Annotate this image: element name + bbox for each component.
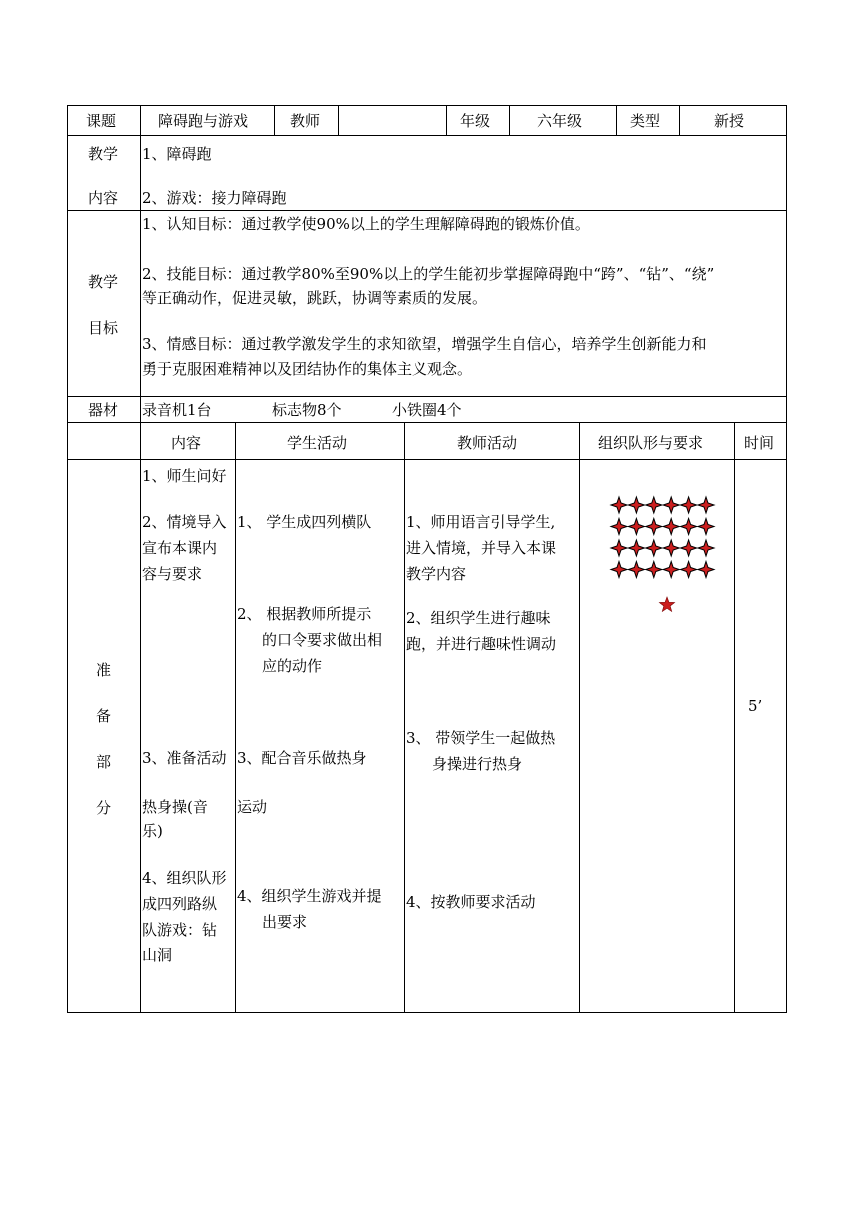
row-divider [67,135,787,136]
content-item: 1、障碍跑 [142,145,212,163]
four-point-star-icon [698,562,714,578]
table-border-left [67,105,68,1013]
prep-content-item: 热身操(音 [142,798,208,816]
teacher-activity: 教学内容 [406,565,467,583]
goal-skill: 等正确动作，促进灵敏，跳跃，协调等素质的发展。 [142,289,488,307]
four-point-star-icon [698,519,714,535]
four-point-star-icon [611,519,627,535]
col-divider [140,105,141,1013]
goals-row-label: 教学 [88,273,119,291]
four-point-star-icon [611,497,627,513]
prep-content-item: 队游戏：钻 [142,921,218,939]
time-value: 5’ [748,697,763,715]
col-divider [446,105,447,135]
col-header-time: 时间 [744,434,775,452]
four-point-star-icon [628,562,644,578]
section-label-char: 部 [96,753,112,771]
prep-content-item: 成四列路纵 [142,895,218,913]
teacher-activity: 身操进行热身 [432,755,523,773]
four-point-star-icon [698,540,714,556]
col-divider [734,422,735,1013]
content-row-label: 教学 [88,145,119,163]
formation-diagram [580,460,734,1012]
four-point-star-icon [646,497,662,513]
row-divider [67,210,787,211]
prep-content-item: 1、师生问好 [142,467,227,485]
prep-content-item: 3、准备活动 [142,749,227,767]
col-header-content: 内容 [171,434,202,452]
equipment-item: 标志物8个 [272,401,342,419]
student-activity: 2、 根据教师所提示 [237,605,372,623]
four-point-star-icon [646,562,662,578]
col-divider [235,422,236,1013]
prep-content-item: 容与要求 [142,565,203,583]
four-point-star-icon [646,519,662,535]
goal-skill: 2、技能目标：通过教学80%至90%以上的学生能初步掌握障碍跑中“跨”、“钻”、“绕” [142,265,715,283]
table-border-right [786,105,787,1013]
teacher-activity: 3、 带领学生一起做热 [406,729,556,747]
four-point-star-icon [681,519,697,535]
four-point-star-icon [663,497,679,513]
student-activity: 4、组织学生游戏并提 [237,887,382,905]
four-point-star-icon [646,540,662,556]
prep-content-item: 山洞 [142,946,173,964]
col-divider [274,105,275,135]
teacher-activity: 进入情境，并导入本课 [406,539,557,557]
four-point-star-icon [628,497,644,513]
four-point-star-icon [681,497,697,513]
prep-content-item: 宣布本课内 [142,539,218,557]
prep-content-item: 4、组织队形 [142,869,227,887]
goal-affective: 勇于克服困难精神以及团结协作的集体主义观念。 [142,360,473,378]
red-star-icon [659,597,674,611]
student-activity: 出要求 [262,913,308,931]
teacher-label: 教师 [290,112,321,130]
col-header-teacher: 教师活动 [457,434,518,452]
equipment-item: 录音机1台 [142,401,212,419]
prep-content-item: 乐) [142,822,163,840]
four-point-star-icon [628,540,644,556]
col-header-student: 学生活动 [287,434,348,452]
equipment-label: 器材 [88,401,119,419]
content-row-label: 内容 [88,189,119,207]
teacher-activity: 2、组织学生进行趣味 [406,609,551,627]
goals-row-label: 目标 [88,319,119,337]
type-value: 新授 [714,112,745,130]
student-activity: 3、配合音乐做热身 [237,749,367,767]
four-point-star-icon [628,519,644,535]
section-label-char: 备 [96,707,112,725]
student-activity: 应的动作 [262,657,323,675]
content-item: 2、游戏：接力障碍跑 [142,189,287,207]
col-divider [509,105,510,135]
type-label: 类型 [630,112,661,130]
topic-label: 课题 [86,112,117,130]
col-divider [616,105,617,135]
col-divider [338,105,339,135]
student-activity: 1、 学生成四列横队 [237,513,372,531]
row-divider [67,396,787,397]
teacher-activity: 跑，并进行趣味性调动 [406,635,557,653]
four-point-star-icon [698,497,714,513]
section-label-char: 分 [96,799,112,817]
equipment-item: 小铁圈4个 [392,401,462,419]
topic-value: 障碍跑与游戏 [158,112,249,130]
section-label-char: 准 [96,661,112,679]
table-border-bottom [67,1012,787,1013]
grade-value: 六年级 [537,112,583,130]
teacher-activity: 4、按教师要求活动 [406,893,536,911]
goal-cognitive: 1、认知目标：通过教学使90%以上的学生理解障碍跑的锻炼价值。 [142,215,590,233]
four-point-star-icon [663,540,679,556]
prep-content-item: 2、情境导入 [142,513,227,531]
formation-svg [580,460,734,630]
student-activity: 运动 [237,798,268,816]
four-point-star-icon [663,562,679,578]
four-point-star-icon [611,562,627,578]
row-divider [67,422,787,423]
col-divider [679,105,680,135]
col-divider [404,422,405,1013]
four-point-star-icon [681,540,697,556]
grade-label: 年级 [460,112,491,130]
four-point-star-icon [663,519,679,535]
col-header-formation: 组织队形与要求 [598,434,704,452]
teacher-activity: 1、师用语言引导学生, [406,513,556,531]
goal-affective: 3、情感目标：通过教学激发学生的求知欲望，增强学生自信心，培养学生创新能力和 [142,335,707,353]
student-activity: 的口令要求做出相 [262,631,383,649]
four-point-star-icon [681,562,697,578]
four-point-star-icon [611,540,627,556]
